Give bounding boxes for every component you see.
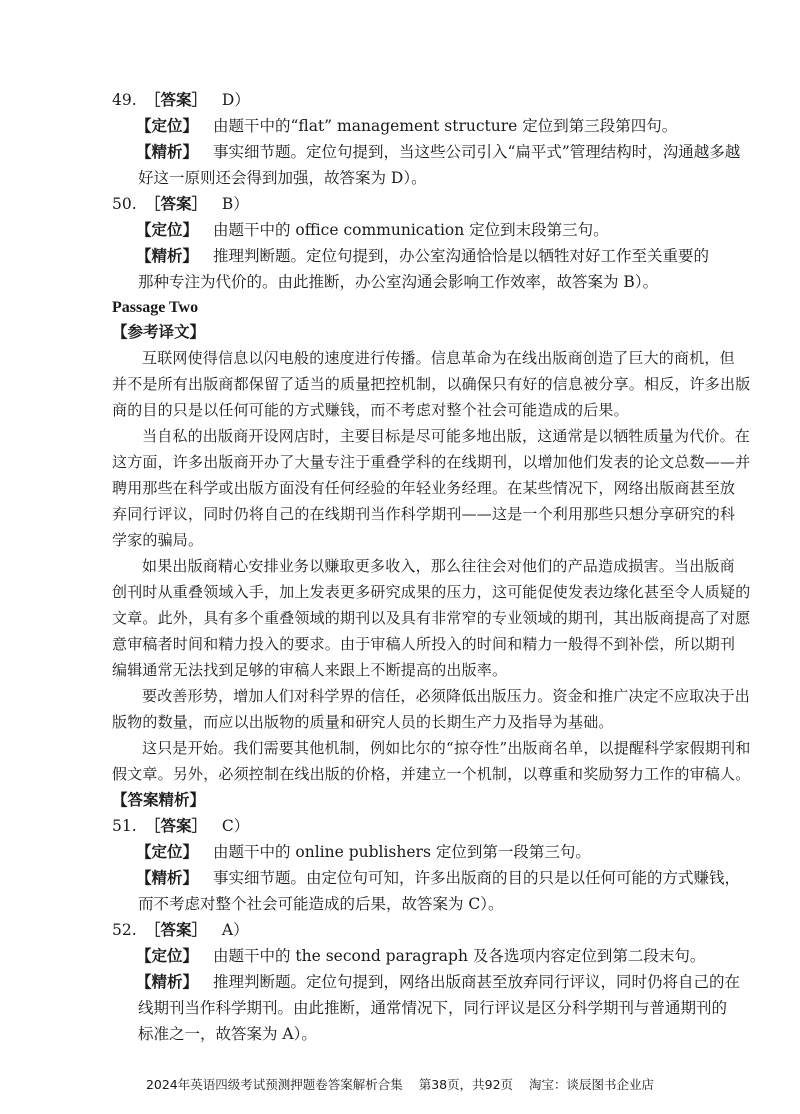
translation-line: 弃同行评议，同时仍将自己的在线期刊当作科学期刊——这是一个利用那些只想分享研究的科 [112, 505, 736, 523]
answer-value: A） [221, 921, 249, 939]
translation-line: 学家的骗局。 [112, 531, 204, 549]
analysis-tag: 【精析】 [136, 972, 199, 991]
footer-page-number: 第38页，共92页 [418, 1077, 514, 1092]
translation-line: 创刊时从重叠领域入手，加上发表更多研究成果的压力，这可能促使发表边缘化甚至令人质疑的 [112, 583, 751, 601]
translation-line: 互联网使得信息以闪电般的速度进行传播。信息革命为在线出版商创造了巨大的商机，但 [142, 349, 735, 367]
answer-value: D） [221, 91, 250, 109]
answer-tag: ［答案］ [144, 816, 207, 835]
translation-line: 文章。此外，具有多个重叠领域的期刊以及具有非常窄的专业领域的期刊，其出版商提高了对愿 [112, 609, 751, 627]
q52-location-line [136, 944, 746, 968]
analysis-tag: 【精析】 [136, 246, 199, 265]
q51-answer-line [112, 814, 722, 838]
analysis-text: 事实细节题。由定位句可知，许多出版商的目的只是以任何可能的方式赚钱， [212, 869, 740, 887]
location-tag: 【定位】 [136, 116, 199, 135]
q52-answer-line [112, 918, 722, 942]
location-text: 由题干中的 office communication 定位到末段第三句。 [212, 221, 609, 239]
translation-line: 意审稿者时间和精力投入的要求。由于审稿人所投入的时间和精力一般得不到补偿，所以期刊 [112, 635, 736, 653]
analysis-text: 事实细节题。定位句提到，当这些公司引入“扁平式”管理结构时，沟通越多越 [212, 143, 741, 161]
q51-analysis-cont: 而不考虑对整个社会可能造成的后果，故答案为 C）。 [138, 895, 504, 913]
question-number: 50. [112, 195, 137, 213]
analysis-tag: 【精析】 [136, 868, 199, 887]
question-number: 51. [112, 817, 137, 835]
q50-answer-line [112, 192, 722, 216]
location-tag: 【定位】 [136, 946, 199, 965]
q52-analysis-cont: 线期刊当作科学期刊。由此推断，通常情况下，同行评议是区分科学期刊与普通期刊的 [138, 999, 728, 1017]
location-tag: 【定位】 [136, 220, 199, 239]
q51-analysis-line [136, 866, 746, 890]
translation-heading: 【参考译文】 [112, 322, 206, 341]
page-footer [0, 1076, 800, 1094]
translation-line: 假文章。另外，必须控制在线出版的价格，并建立一个机制，以尊重和奖励努力工作的审稿人。 [112, 765, 751, 783]
translation-line: 如果出版商精心安排业务以赚取更多收入，那么往往会对他们的产品造成损害。当出版商 [142, 557, 735, 575]
translation-line: 这方面，许多出版商开办了大量专注于重叠学科的在线期刊，以增加他们发表的论文总数——并 [112, 453, 751, 471]
q49-answer-line [112, 88, 722, 112]
location-text: 由题干中的“flat” management structure 定位到第三段第四句。 [212, 117, 678, 135]
answer-value: B） [221, 195, 249, 213]
location-text: 由题干中的 online publishers 定位到第一段第三句。 [212, 843, 591, 861]
analysis-text: 推理判断题。定位句提到，网络出版商甚至放弃同行评议，同时仍将自己的在 [212, 973, 740, 991]
answer-value: C） [221, 817, 250, 835]
translation-line: 编辑通常无法找到足够的审稿人来跟上不断提高的出版率。 [112, 661, 508, 679]
translation-line: 版物的数量，而应以出版物的质量和研究人员的长期生产力及指导为基础。 [112, 713, 614, 731]
q52-analysis-line [136, 970, 746, 994]
q50-analysis-cont: 那种专注为代价的。由此推断，办公室沟通会影响工作效率，故答案为 B）。 [138, 273, 659, 291]
footer-book-title: 2024年英语四级考试预测押题卷答案解析合集 [145, 1077, 403, 1092]
footer-shop: 淘宝：谈辰图书企业店 [529, 1077, 655, 1092]
question-number: 49. [112, 91, 137, 109]
passage-title: Passage Two [112, 299, 199, 316]
q50-analysis-line [136, 244, 746, 268]
answers-heading: 【答案精析】 [112, 790, 206, 809]
answer-tag: ［答案］ [144, 920, 207, 939]
translation-line: 这只是开始。我们需要其他机制，例如比尔的“掠夺性”出版商名单，以提醒科学家假期刊和 [142, 739, 751, 757]
translation-line: 要改善形势，增加人们对科学界的信任，必须降低出版压力。资金和推广决定不应取决于出 [142, 687, 751, 705]
q50-location-line [136, 218, 746, 242]
question-number: 52. [112, 921, 137, 939]
q49-location-line [136, 114, 746, 138]
answer-tag: ［答案］ [144, 194, 207, 213]
q51-location-line [136, 840, 746, 864]
q49-analysis-line [136, 140, 746, 164]
translation-line: 当自私的出版商开设网店时，主要目标是尽可能多地出版，这通常是以牺牲质量为代价。在 [142, 427, 751, 445]
location-text: 由题干中的 the second paragraph 及各选项内容定位到第二段末句。 [212, 947, 706, 965]
translation-line: 并不是所有出版商都保留了适当的质量把控机制，以确保只有好的信息被分享。相反，许多出版 [112, 375, 751, 393]
q52-analysis-cont: 标准之一，故答案为 A）。 [138, 1025, 317, 1043]
answer-tag: ［答案］ [144, 90, 207, 109]
analysis-tag: 【精析】 [136, 142, 199, 161]
translation-line: 聘用那些在科学或出版方面没有任何经验的年轻业务经理。在某些情况下，网络出版商甚至放 [112, 479, 736, 497]
q49-analysis-cont: 好这一原则还会得到加强，故答案为 D）。 [138, 169, 427, 187]
translation-line: 商的目的只是以任何可能的方式赚钱，而不考虑对整个社会可能造成的后果。 [112, 401, 629, 419]
location-tag: 【定位】 [136, 842, 199, 861]
analysis-text: 推理判断题。定位句提到，办公室沟通恰恰是以牺牲对好工作至关重要的 [212, 247, 709, 265]
